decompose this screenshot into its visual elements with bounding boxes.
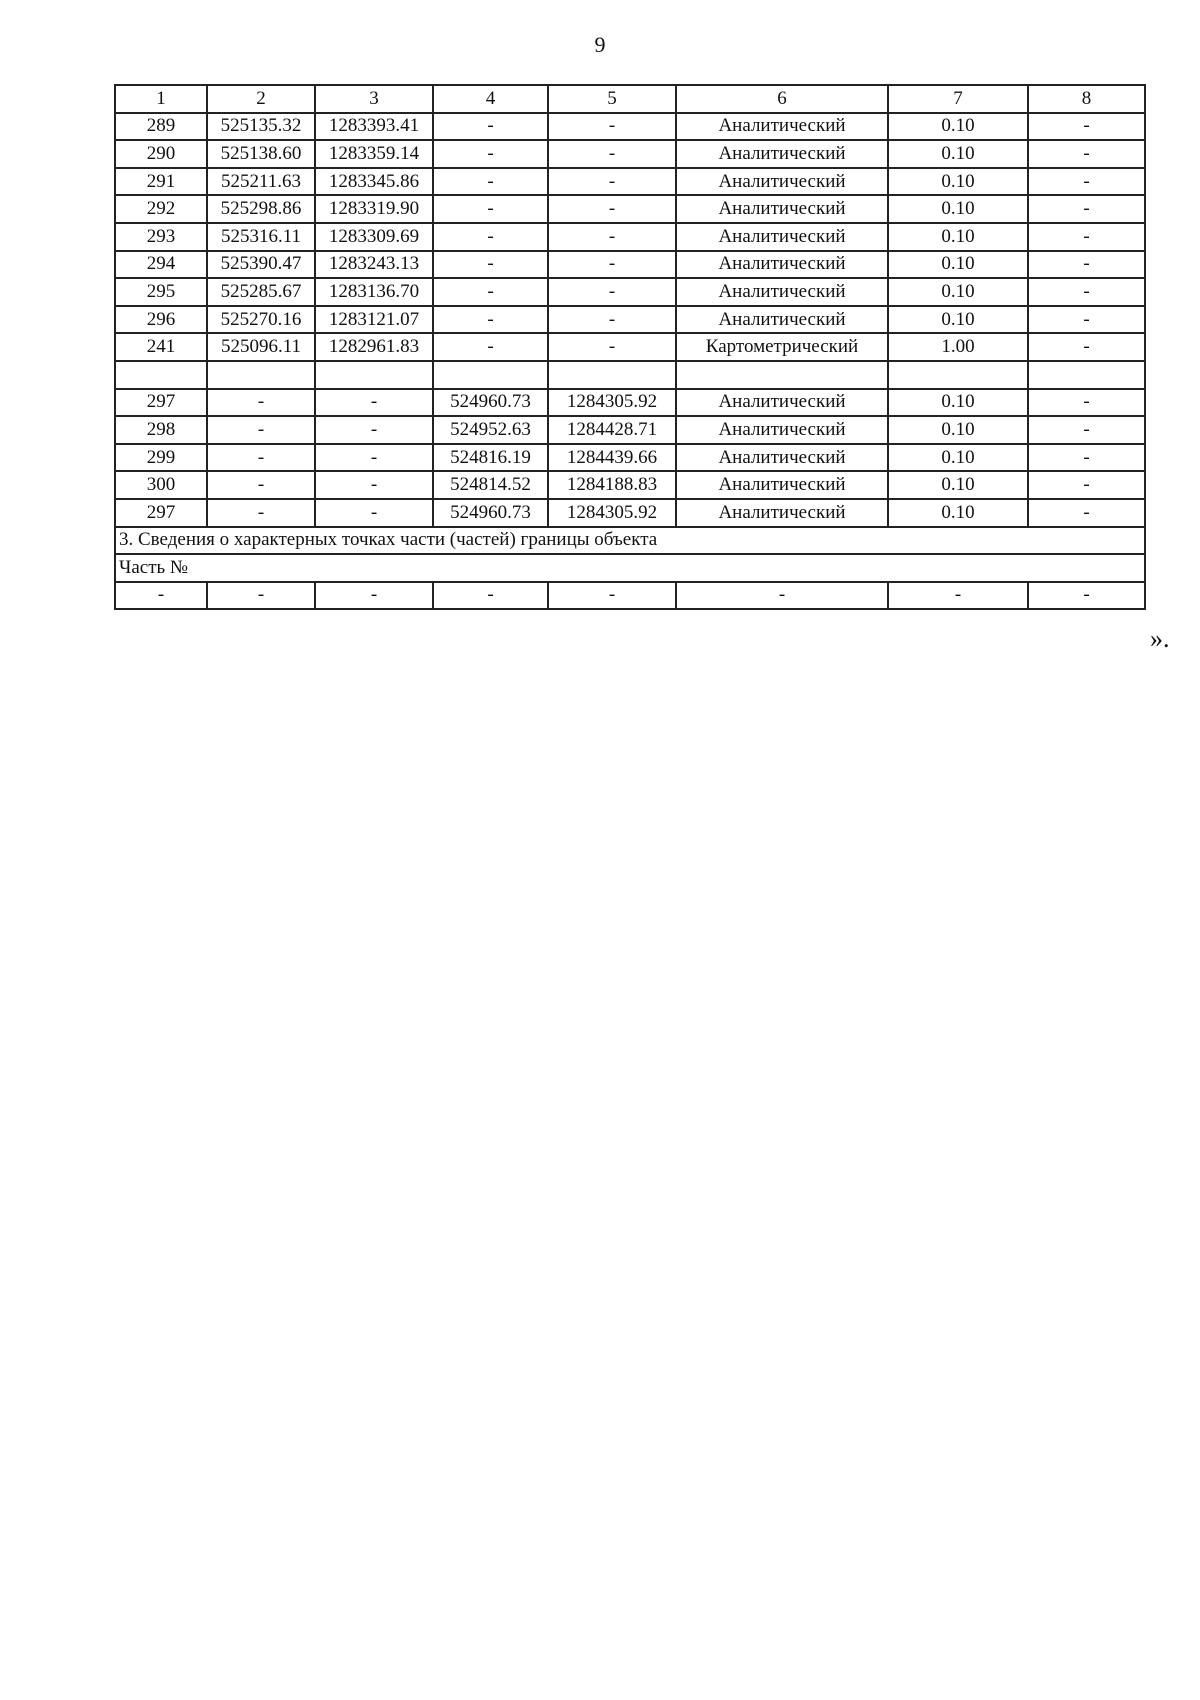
table-cell: 291	[115, 168, 207, 196]
table-cell: 1283243.13	[315, 251, 433, 279]
table-cell: -	[548, 195, 676, 223]
table-row	[115, 223, 1145, 251]
table-cell: 525298.86	[207, 195, 315, 223]
table-cell: -	[433, 223, 548, 251]
table-cell: -	[1028, 471, 1145, 499]
table-cell: 0.10	[888, 499, 1028, 527]
table-cell: -	[1028, 499, 1145, 527]
table-cell: -	[1028, 389, 1145, 417]
table-cell: -	[1028, 582, 1145, 610]
table-cell: 524952.63	[433, 416, 548, 444]
table-cell: -	[548, 140, 676, 168]
empty-separator-row	[115, 361, 1145, 389]
empty-cell	[1028, 361, 1145, 389]
table-cell: Аналитический	[676, 168, 888, 196]
table-cell: Аналитический	[676, 223, 888, 251]
table-cell: 1.00	[888, 333, 1028, 361]
table-cell: Аналитический	[676, 416, 888, 444]
table-cell: -	[1028, 444, 1145, 472]
table-cell: 525285.67	[207, 278, 315, 306]
table-cell: 1282961.83	[315, 333, 433, 361]
table-cell: -	[1028, 168, 1145, 196]
table-cell: 241	[115, 333, 207, 361]
table-cell: 1284305.92	[548, 499, 676, 527]
table-cell: -	[433, 195, 548, 223]
table-row	[115, 140, 1145, 168]
table-cell: 1283393.41	[315, 113, 433, 141]
table-cell: 1283136.70	[315, 278, 433, 306]
table-cell: -	[207, 389, 315, 417]
table-cell: 525135.32	[207, 113, 315, 141]
table-row	[115, 278, 1145, 306]
table-cell: -	[548, 251, 676, 279]
empty-cell	[115, 361, 207, 389]
table-cell: -	[548, 113, 676, 141]
table-cell: 292	[115, 195, 207, 223]
table-cell: -	[1028, 113, 1145, 141]
table-cell: 296	[115, 306, 207, 334]
table-cell: 524816.19	[433, 444, 548, 472]
table-cell: 289	[115, 113, 207, 141]
table-cell: -	[1028, 140, 1145, 168]
table-cell: 525316.11	[207, 223, 315, 251]
table-cell: 525270.16	[207, 306, 315, 334]
table-cell: 525096.11	[207, 333, 315, 361]
table-cell: -	[548, 306, 676, 334]
table-cell: -	[548, 223, 676, 251]
table-cell: 0.10	[888, 389, 1028, 417]
table-cell: -	[433, 251, 548, 279]
table-cell: 525390.47	[207, 251, 315, 279]
table-cell: 298	[115, 416, 207, 444]
table-cell: 300	[115, 471, 207, 499]
table-cell: -	[207, 499, 315, 527]
table-row	[115, 499, 1145, 527]
table-cell: Аналитический	[676, 499, 888, 527]
column-header: 7	[888, 85, 1028, 113]
table-cell: Аналитический	[676, 140, 888, 168]
table-cell: 525138.60	[207, 140, 315, 168]
empty-cell	[676, 361, 888, 389]
table-cell: Аналитический	[676, 389, 888, 417]
table-cell: -	[207, 582, 315, 610]
column-header: 4	[433, 85, 548, 113]
table-cell: Аналитический	[676, 113, 888, 141]
table-cell: 1284439.66	[548, 444, 676, 472]
table-cell: -	[676, 582, 888, 610]
table-cell: 0.10	[888, 471, 1028, 499]
table-cell: -	[433, 140, 548, 168]
table-cell: 0.10	[888, 223, 1028, 251]
table-cell: -	[1028, 416, 1145, 444]
table-cell: -	[433, 306, 548, 334]
table-row	[115, 113, 1145, 141]
table-cell: -	[433, 582, 548, 610]
table-cell: -	[548, 278, 676, 306]
empty-cell	[548, 361, 676, 389]
table-cell: 293	[115, 223, 207, 251]
table-cell: Аналитический	[676, 471, 888, 499]
table-cell: -	[315, 471, 433, 499]
table-cell: -	[548, 333, 676, 361]
part-label-row	[115, 554, 1145, 582]
table-cell: 1284305.92	[548, 389, 676, 417]
dash-row	[115, 582, 1145, 610]
table-cell: 295	[115, 278, 207, 306]
table-cell: -	[315, 389, 433, 417]
table-row	[115, 195, 1145, 223]
table-cell: -	[315, 582, 433, 610]
table-cell: -	[548, 582, 676, 610]
empty-cell	[433, 361, 548, 389]
table-cell: 0.10	[888, 168, 1028, 196]
table-cell: -	[433, 278, 548, 306]
table-cell: 0.10	[888, 416, 1028, 444]
column-header: 6	[676, 85, 888, 113]
table-cell: 525211.63	[207, 168, 315, 196]
table-cell: Картометрический	[676, 333, 888, 361]
column-header: 3	[315, 85, 433, 113]
table-cell: -	[1028, 251, 1145, 279]
table-cell: 1284428.71	[548, 416, 676, 444]
empty-cell	[207, 361, 315, 389]
table-cell: -	[433, 113, 548, 141]
table-cell: -	[548, 168, 676, 196]
table-header-row	[115, 85, 1145, 113]
table-row	[115, 444, 1145, 472]
table-cell: 290	[115, 140, 207, 168]
table-cell: -	[1028, 223, 1145, 251]
table-row	[115, 389, 1145, 417]
table-cell: Аналитический	[676, 278, 888, 306]
table-row	[115, 251, 1145, 279]
table-cell: 0.10	[888, 140, 1028, 168]
part-label: Часть №	[115, 554, 1145, 582]
table-cell: 299	[115, 444, 207, 472]
table-cell: 1283309.69	[315, 223, 433, 251]
table-cell: 297	[115, 499, 207, 527]
table-row	[115, 168, 1145, 196]
table-cell: -	[207, 471, 315, 499]
table-cell: 524814.52	[433, 471, 548, 499]
column-header: 8	[1028, 85, 1145, 113]
table-cell: Аналитический	[676, 306, 888, 334]
table-cell: 297	[115, 389, 207, 417]
table-cell: -	[888, 582, 1028, 610]
coordinates-table	[114, 84, 1146, 610]
column-header: 5	[548, 85, 676, 113]
table-cell: 0.10	[888, 306, 1028, 334]
table-cell: 1284188.83	[548, 471, 676, 499]
table-cell: 524960.73	[433, 499, 548, 527]
table-cell: -	[315, 499, 433, 527]
table-cell: 0.10	[888, 278, 1028, 306]
table-cell: -	[315, 416, 433, 444]
table-cell: -	[207, 444, 315, 472]
table-cell: 294	[115, 251, 207, 279]
table-cell: 1283345.86	[315, 168, 433, 196]
table-cell: -	[1028, 278, 1145, 306]
table-row	[115, 333, 1145, 361]
column-header: 1	[115, 85, 207, 113]
empty-cell	[315, 361, 433, 389]
table-cell: -	[1028, 333, 1145, 361]
page-number: 9	[594, 32, 606, 57]
table-cell: Аналитический	[676, 444, 888, 472]
table-cell: 524960.73	[433, 389, 548, 417]
table-cell: -	[433, 333, 548, 361]
table-cell: Аналитический	[676, 251, 888, 279]
table-cell: 1283121.07	[315, 306, 433, 334]
table-cell: 0.10	[888, 444, 1028, 472]
section-title-row	[115, 527, 1145, 555]
table-row	[115, 471, 1145, 499]
closing-quote-mark: ».	[1150, 624, 1170, 653]
section-title: 3. Сведения о характерных точках части (частей) границы объекта	[115, 527, 1145, 555]
empty-cell	[888, 361, 1028, 389]
table-cell: Аналитический	[676, 195, 888, 223]
table-cell: -	[115, 582, 207, 610]
table-cell: -	[1028, 195, 1145, 223]
table-cell: -	[315, 444, 433, 472]
table-row	[115, 306, 1145, 334]
table-cell: -	[1028, 306, 1145, 334]
table-cell: 0.10	[888, 251, 1028, 279]
table-cell: -	[433, 168, 548, 196]
table-cell: 0.10	[888, 195, 1028, 223]
table-cell: 1283319.90	[315, 195, 433, 223]
table-cell: 1283359.14	[315, 140, 433, 168]
table-cell: -	[207, 416, 315, 444]
table-row	[115, 416, 1145, 444]
table-cell: 0.10	[888, 113, 1028, 141]
column-header: 2	[207, 85, 315, 113]
